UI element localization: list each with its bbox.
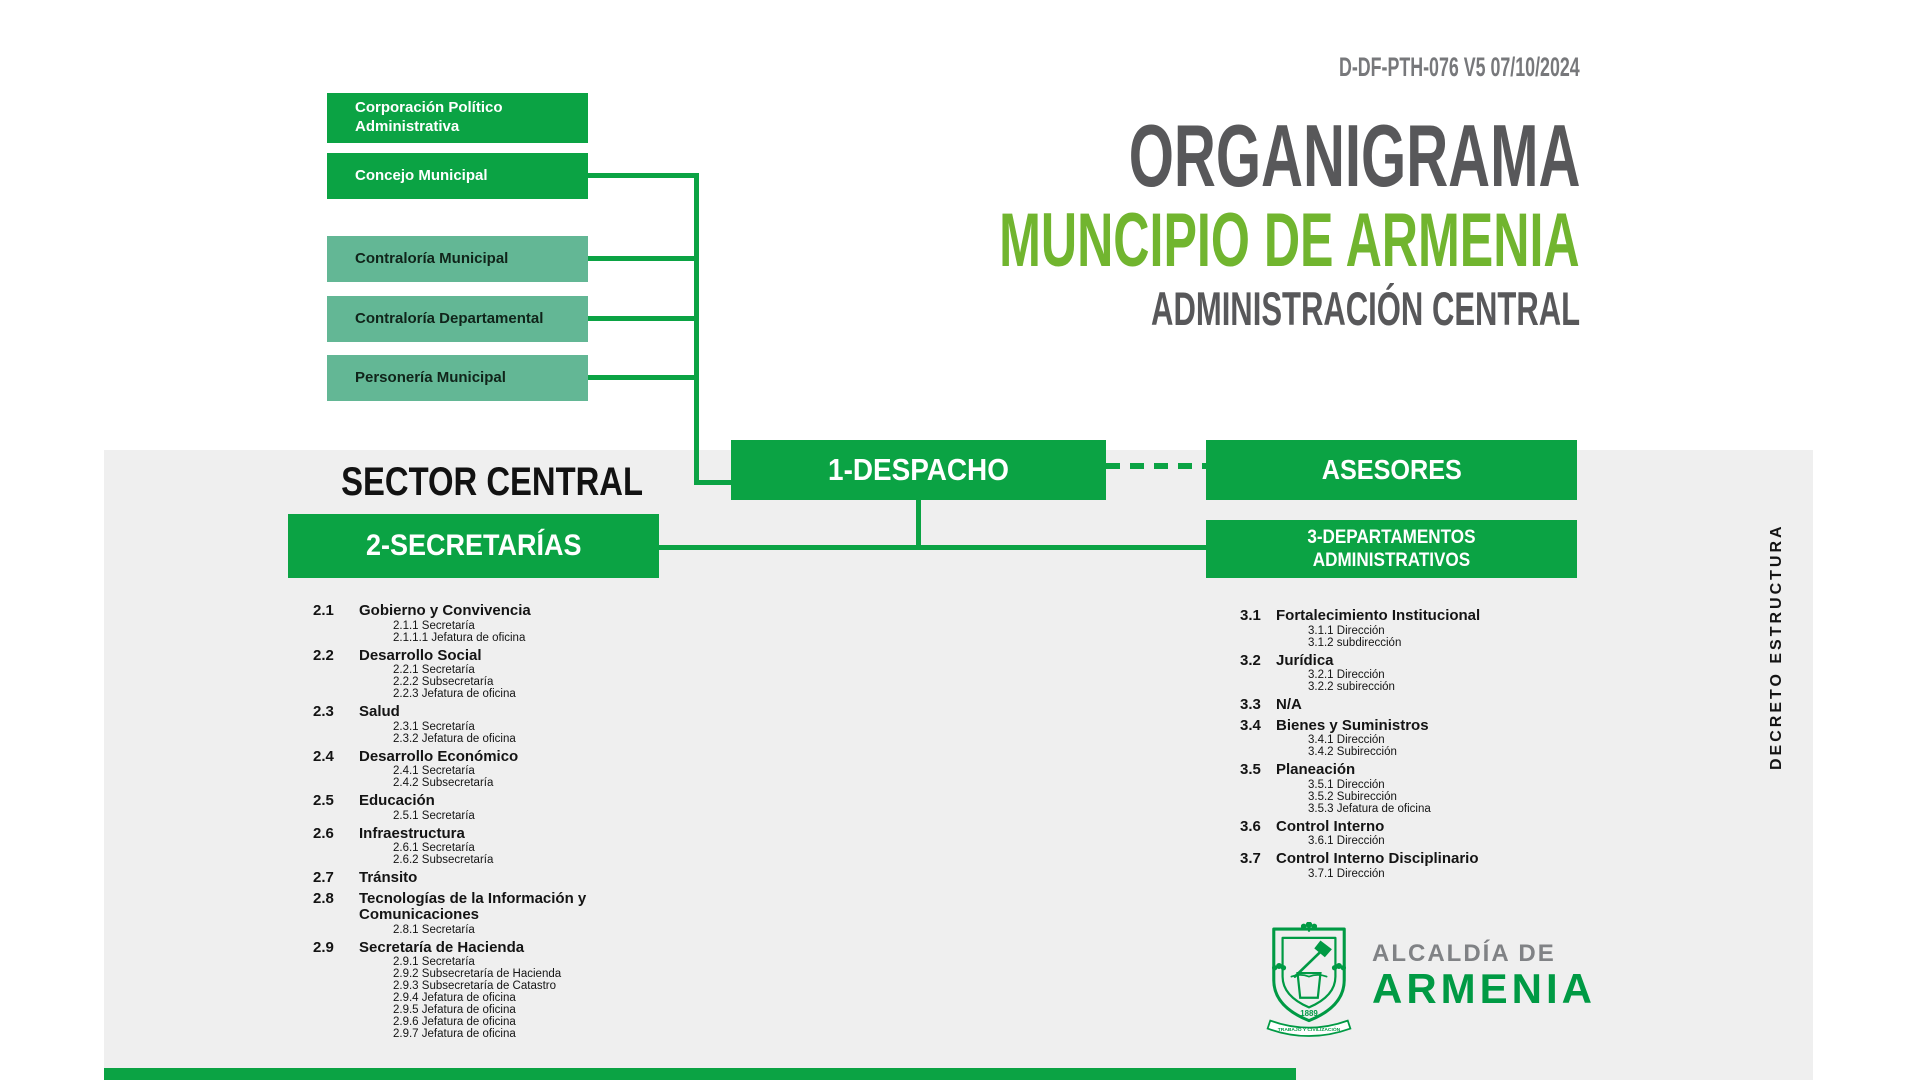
page-subtitle-text: MUNCIPIO DE ARMENIA: [999, 198, 1580, 283]
org-list-subitem: 2.9.7 Jefatura de oficina: [393, 1028, 516, 1040]
box-label: Corporación Político Administrativa: [355, 99, 503, 135]
box-despacho: [731, 440, 1106, 500]
org-item-name: Bienes y Suministros: [1276, 716, 1429, 734]
org-list-item: [313, 603, 613, 620]
box-label-line2: ADMINISTRATIVOS: [1312, 550, 1471, 571]
org-item-name: Fortalecimiento Institucional: [1276, 607, 1481, 624]
org-list-subitem: 2.4.2 Subsecretaría: [393, 777, 494, 789]
org-list-item: [313, 648, 613, 665]
org-list-subitem: 2.2.2 Subsecretaría: [393, 676, 494, 688]
org-list-subitem: 2.9.5 Jefatura de oficina: [393, 1004, 516, 1016]
decreto-estructura-label: DECRETO ESTRUCTURA: [1768, 523, 1785, 770]
connector-secretarias-departamentos: [659, 545, 1206, 550]
sector-central-text: SECTOR CENTRAL: [341, 460, 643, 504]
org-item-name: Tecnologías de la Información y Comunicaciones: [359, 889, 587, 923]
org-list-subitem: 3.5.2 Subirección: [1308, 790, 1397, 803]
title-block: [700, 52, 1580, 335]
org-list-subitem: 2.6.1 Secretaría: [393, 842, 475, 854]
logo-line1: ALCALDÍA DE: [1372, 940, 1556, 967]
org-list-subitem: 2.2.3 Jefatura de oficina: [393, 688, 516, 700]
org-list-subitem: 3.2.1 Dirección: [1308, 669, 1385, 681]
org-list-subitem: 2.1.1 Secretaría: [393, 619, 475, 632]
org-item-name: Control Interno Disciplinario: [1276, 850, 1479, 867]
org-item-number: 2.8: [313, 889, 334, 907]
box-label: Contraloría Municipal: [355, 249, 509, 267]
org-item-number: 2.2: [313, 646, 334, 664]
logo-line2: ARMENIA: [1372, 965, 1596, 1012]
document-code: [700, 52, 1580, 83]
org-list-item: [1240, 851, 1550, 868]
departamentos-list: [1240, 608, 1550, 880]
connector-contraloria-municipal: [588, 256, 698, 261]
org-item-number: 3.3: [1240, 696, 1261, 713]
org-item-name: Desarrollo Social: [359, 646, 482, 664]
sector-central-label: [300, 460, 684, 505]
box-label: 1-DESPACHO: [828, 452, 1009, 487]
org-list-item: [1240, 608, 1550, 625]
org-item-number: 2.3: [313, 703, 334, 720]
org-list-subitem: 2.9.2 Subsecretaría de Hacienda: [393, 968, 562, 980]
org-item-number: 3.1: [1240, 607, 1261, 624]
logo-year: 1889: [1300, 1009, 1318, 1019]
org-list-subitem: 2.9.3 Subsecretaría de Catastro: [393, 980, 557, 992]
org-item-name: Educación: [359, 792, 435, 809]
logo-motto: TRABAJO Y CIVILIZACIÓN: [1277, 1027, 1341, 1033]
org-item-number: 3.5: [1240, 761, 1261, 778]
box-corporacion-politico-administrativa: [327, 93, 588, 143]
org-list-subitem: 2.9.1 Secretaría: [393, 956, 475, 968]
org-list-subitem: 2.2.1 Secretaría: [393, 664, 475, 676]
connector-despacho-asesores-dashed: [1106, 463, 1206, 469]
connector-concejo: [588, 173, 698, 178]
box-concejo-municipal: [327, 153, 588, 199]
org-list-item: [1240, 718, 1550, 735]
box-secretarias: [288, 514, 659, 578]
org-list-subitem: 3.5.3 Jefatura de oficina: [1308, 802, 1431, 815]
box-personeria-municipal: [327, 355, 588, 401]
org-list-subitem: 3.1.1 Dirección: [1308, 624, 1385, 637]
box-asesores: [1206, 440, 1577, 500]
document-code-text: D-DF-PTH-076 V5 07/10/2024: [1339, 52, 1580, 82]
box-label-line1: 3-DEPARTAMENTOS: [1307, 527, 1476, 548]
box-departamentos-administrativos: [1206, 520, 1577, 578]
org-list-subitem: 3.2.2 subirección: [1308, 681, 1395, 693]
org-item-number: 2.6: [313, 824, 334, 842]
org-list-item: [313, 940, 613, 957]
org-list-item: [313, 749, 613, 766]
org-item-number: 3.4: [1240, 716, 1261, 734]
box-contraloria-municipal: [327, 236, 588, 282]
connector-despacho-down: [916, 500, 921, 548]
org-list-subitem: 3.4.2 Subirección: [1308, 746, 1397, 758]
alcaldia-armenia-logo: [1262, 922, 1596, 1040]
box-label: Contraloría Departamental: [355, 309, 544, 327]
connector-trunk-elbow: [694, 480, 732, 485]
org-item-number: 3.6: [1240, 817, 1261, 835]
box-label: ASESORES: [1321, 454, 1462, 485]
org-list-subitem: 2.6.2 Subsecretaría: [393, 854, 494, 866]
connector-trunk-vertical: [694, 173, 699, 485]
connector-personeria: [588, 375, 698, 380]
connector-contraloria-departamental: [588, 316, 698, 321]
org-item-number: 2.9: [313, 938, 334, 956]
secretarias-list: [313, 603, 613, 1040]
org-list-item: [1240, 819, 1550, 836]
page-subtitle: [700, 198, 1580, 283]
org-list-item: [313, 826, 613, 843]
org-list-subitem: 3.4.1 Dirección: [1308, 734, 1385, 746]
org-list-subitem: 2.9.6 Jefatura de oficina: [393, 1016, 516, 1028]
org-item-name: N/A: [1276, 696, 1302, 713]
box-label: Concejo Municipal: [355, 166, 488, 184]
org-item-name: Planeación: [1276, 761, 1356, 778]
org-item-name: Control Interno: [1276, 817, 1385, 835]
org-item-number: 3.2: [1240, 651, 1261, 669]
org-list-subitem: 3.1.2 subdirección: [1308, 636, 1402, 649]
page-title-text: ORGANIGRAMA: [1128, 106, 1580, 205]
org-list-item: [1240, 762, 1550, 779]
org-item-name: Desarrollo Económico: [359, 747, 519, 765]
page-subtitle-2: [700, 282, 1580, 335]
org-list-item: [1240, 697, 1550, 714]
box-label: 2-SECRETARÍAS: [365, 529, 582, 562]
org-item-name: Salud: [359, 703, 400, 720]
org-list-subitem: 2.1.1.1 Jefatura de oficina: [393, 631, 526, 644]
org-list-subitem: 2.4.1 Secretaría: [393, 765, 475, 777]
org-list-subitem: 3.5.1 Dirección: [1308, 778, 1385, 791]
org-item-name: Gobierno y Convivencia: [359, 602, 531, 619]
org-list-subitem: 2.5.1 Secretaría: [393, 809, 475, 822]
org-list-subitem: 2.3.2 Jefatura de oficina: [393, 732, 516, 745]
org-list-subitem: 3.7.1 Dirección: [1308, 867, 1385, 880]
org-item-name: Infraestructura: [359, 824, 465, 842]
org-list-item: [313, 891, 613, 924]
org-item-number: 2.7: [313, 869, 334, 886]
box-contraloria-departamental: [327, 296, 588, 342]
org-item-number: 2.1: [313, 602, 334, 619]
org-list-item: [313, 704, 613, 721]
org-item-name: Tránsito: [359, 869, 418, 886]
org-list-subitem: 3.6.1 Dirección: [1308, 835, 1385, 847]
org-list-item: [1240, 653, 1550, 670]
org-item-name: Jurídica: [1276, 651, 1334, 669]
org-list-subitem: 2.3.1 Secretaría: [393, 720, 475, 733]
org-item-name: Secretaría de Hacienda: [359, 938, 525, 956]
page-subtitle-2-text: ADMINISTRACIÓN CENTRAL: [1150, 282, 1580, 335]
box-label: Personería Municipal: [355, 368, 506, 386]
org-list-subitem: 2.9.4 Jefatura de oficina: [393, 992, 516, 1004]
bottom-accent-bar: [104, 1068, 1296, 1080]
org-list-item: [313, 793, 613, 810]
org-item-number: 2.4: [313, 747, 334, 765]
org-list-subitem: 2.8.1 Secretaría: [393, 923, 475, 936]
org-item-number: 3.7: [1240, 850, 1261, 867]
org-list-item: [313, 870, 613, 887]
armenia-coat-of-arms-icon: [1262, 922, 1356, 1040]
org-item-number: 2.5: [313, 792, 334, 809]
logo-wordmark: [1372, 940, 1596, 1012]
page-title: [700, 106, 1580, 205]
